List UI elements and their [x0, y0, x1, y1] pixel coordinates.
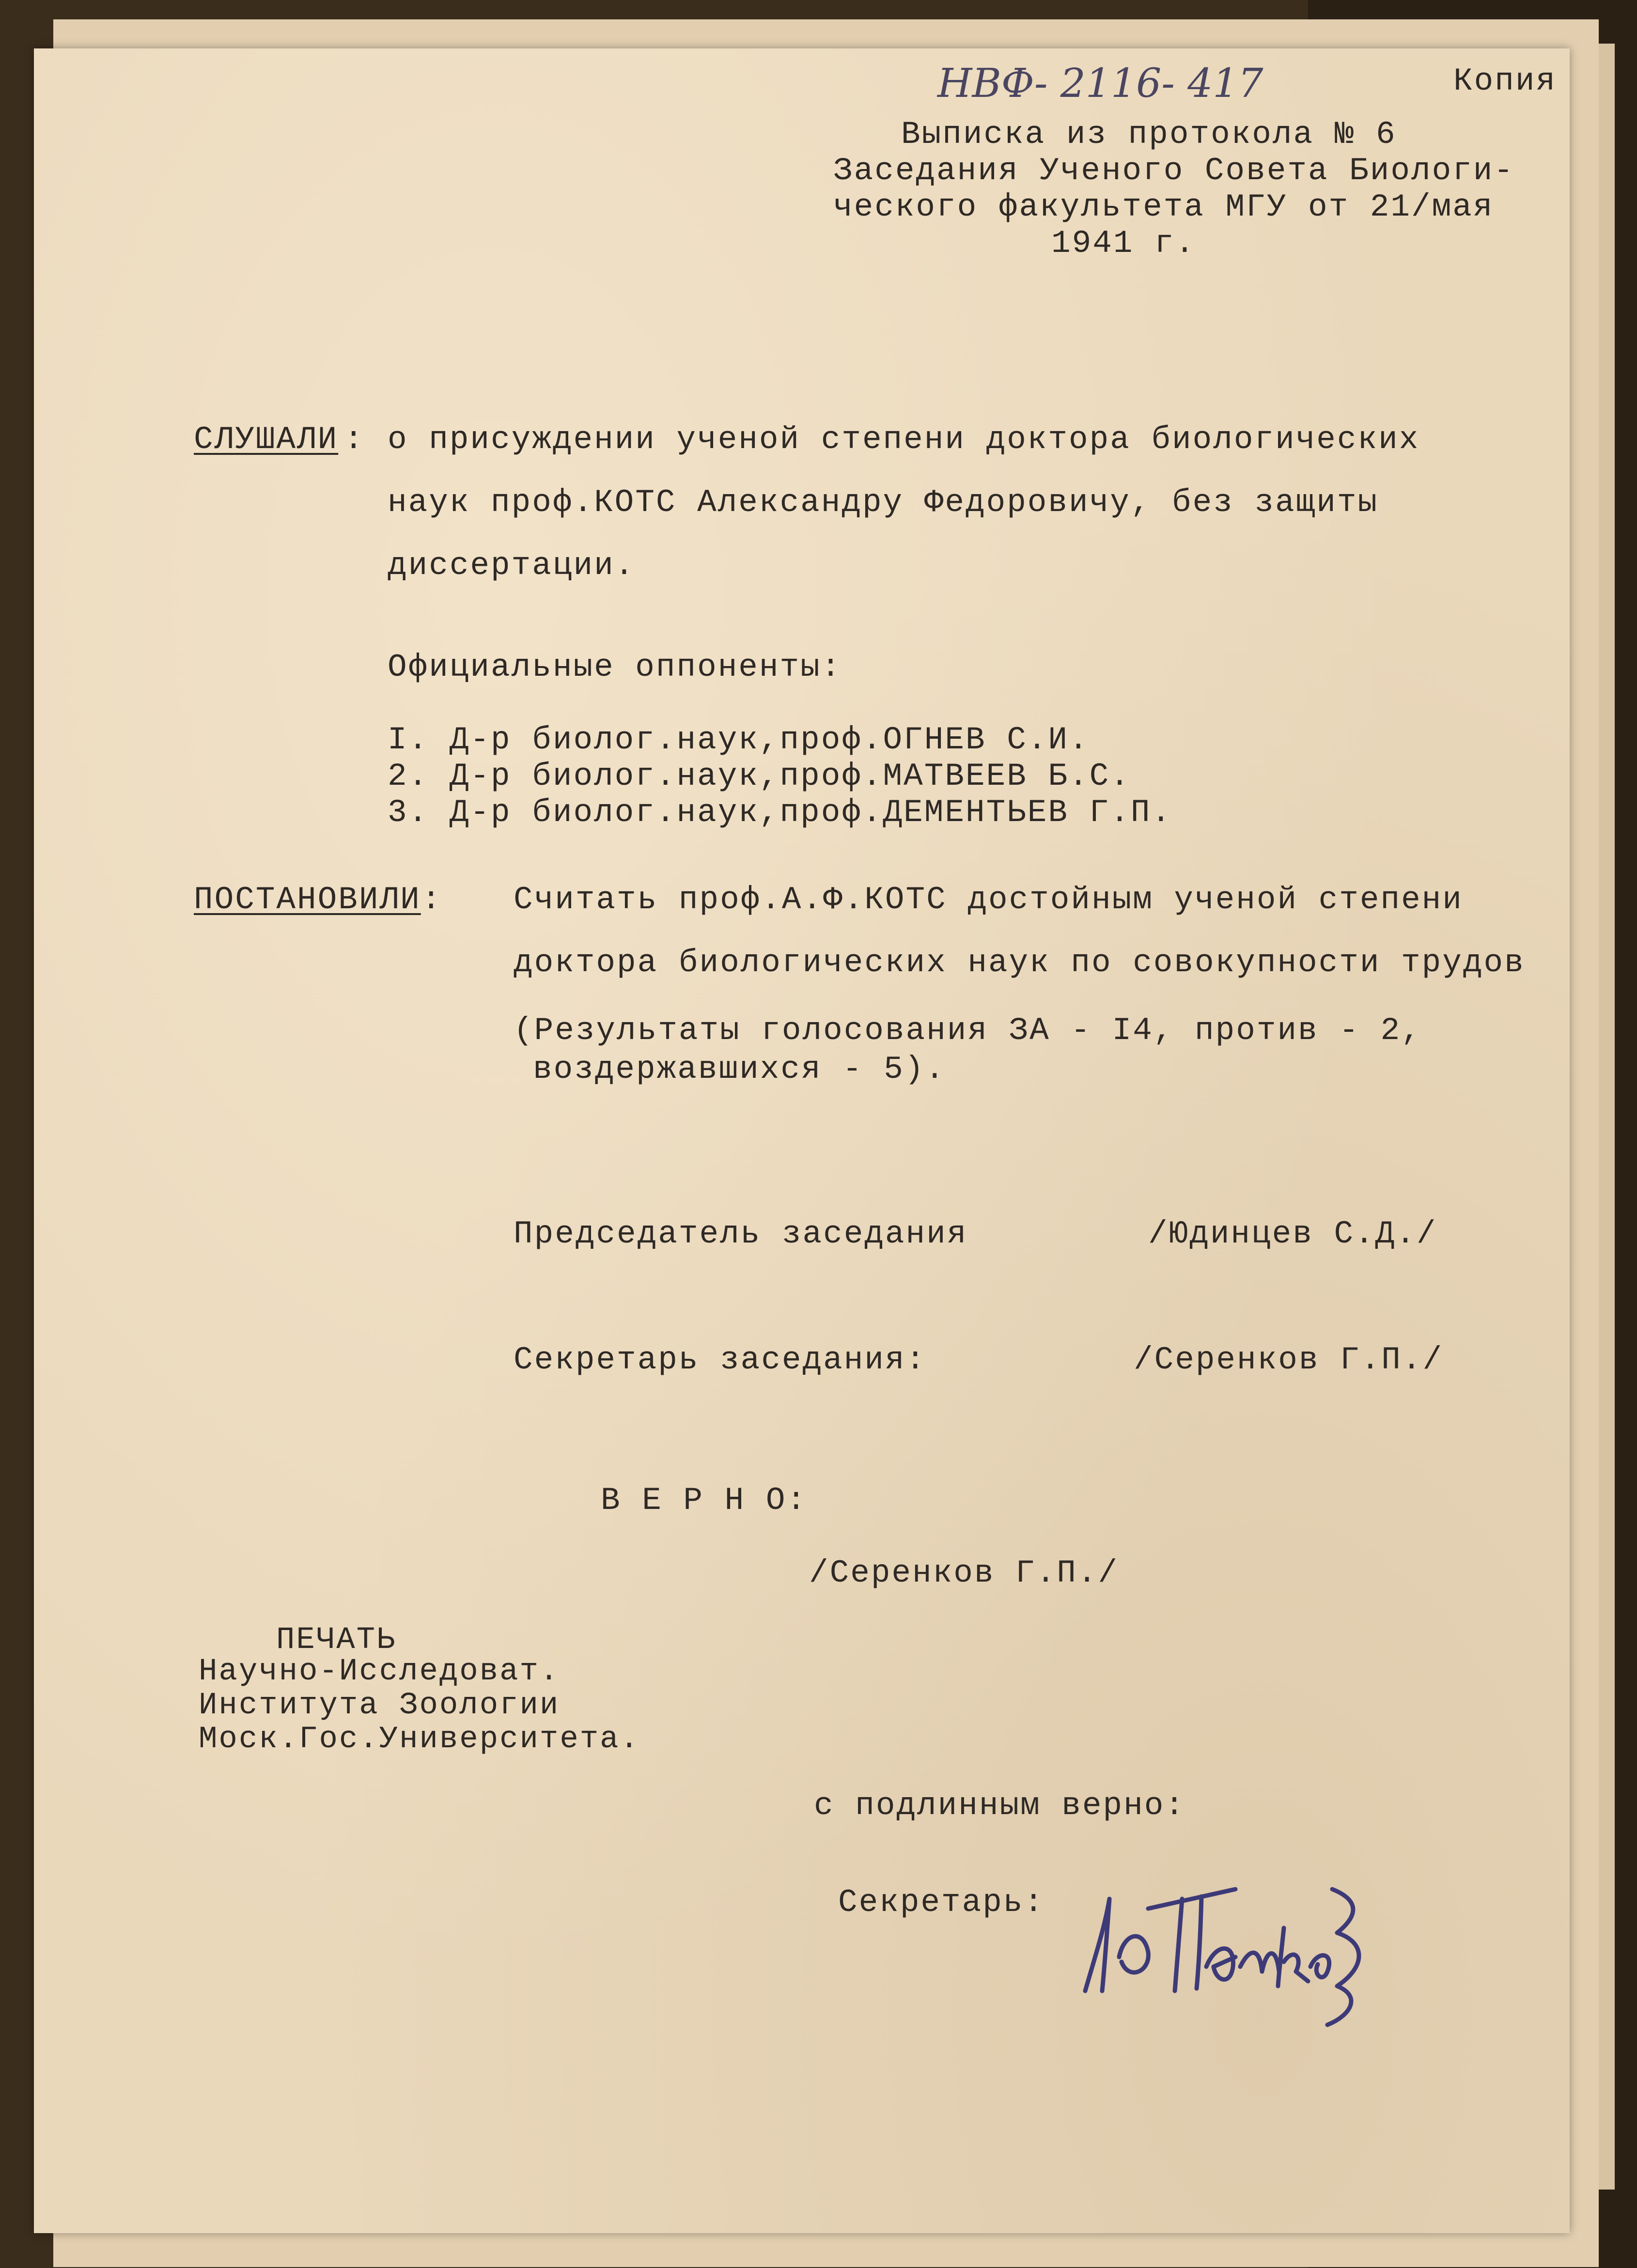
resolved-line-1: Считать проф.А.Ф.КОТС достойным ученой степени — [514, 882, 1463, 918]
resolved-colon: : — [421, 882, 442, 918]
resolved-label: ПОСТАНОВИЛИ — [194, 882, 421, 918]
archive-number: НВФ- 2116- 417 — [937, 61, 1263, 107]
heard-line-1: о присуждении ученой степени доктора биологических — [388, 421, 1420, 458]
handwritten-signature — [1076, 1870, 1376, 2035]
secretary-role: Секретарь заседания: — [514, 1342, 927, 1378]
certified-label: В Е Р Н О: — [601, 1482, 808, 1519]
copy-label: Копия — [1453, 63, 1557, 99]
resolved-line-4: воздержавшихся - 5). — [533, 1051, 946, 1087]
heard-label: СЛУШАЛИ — [194, 421, 339, 458]
final-secretary-label: Секретарь: — [838, 1884, 1045, 1921]
seal-line-3: Моск.Гос.Университета. — [199, 1722, 640, 1757]
secretary-name: /Серенков Г.П./ — [1134, 1342, 1444, 1378]
original-verified: с подлинным верно: — [814, 1787, 1185, 1824]
opponents-title: Официальные оппоненты: — [388, 649, 842, 685]
opponent-1: I. Д-р биолог.наук,проф.ОГНЕВ С.И. — [388, 722, 1090, 758]
heard-colon: : — [344, 421, 365, 458]
document-page — [34, 48, 1570, 2233]
seal-title: ПЕЧАТЬ — [276, 1623, 397, 1658]
chairman-name: /Юдинцев С.Д./ — [1148, 1216, 1437, 1252]
seal-line-1: Научно-Исследоват. — [199, 1654, 560, 1689]
heading-line-2: Заседания Ученого Совета Биологи- — [833, 153, 1515, 189]
resolved-line-3: (Результаты голосования ЗА - I4, против - 2, — [514, 1012, 1422, 1049]
heading-line-3: ческого факультета МГУ от 21/мая — [833, 189, 1494, 225]
resolved-line-2: доктора биологических наук по совокупности трудов — [514, 945, 1525, 981]
chairman-role: Председатель заседания — [514, 1216, 968, 1252]
certified-name: /Серенков Г.П./ — [809, 1555, 1119, 1591]
heading-line-1: Выписка из протокола № 6 — [901, 116, 1397, 153]
opponent-3: 3. Д-р биолог.наук,проф.ДЕМЕНТЬЕВ Г.П. — [388, 794, 1172, 831]
opponent-2: 2. Д-р биолог.наук,проф.МАТВЕЕВ Б.С. — [388, 758, 1131, 794]
heading-line-4: 1941 г. — [1051, 225, 1196, 262]
heard-line-3: диссертации. — [388, 547, 636, 584]
heard-line-2: наук проф.КОТС Александру Федоровичу, без защиты — [388, 484, 1379, 521]
seal-line-2: Института Зоологии — [199, 1688, 560, 1723]
